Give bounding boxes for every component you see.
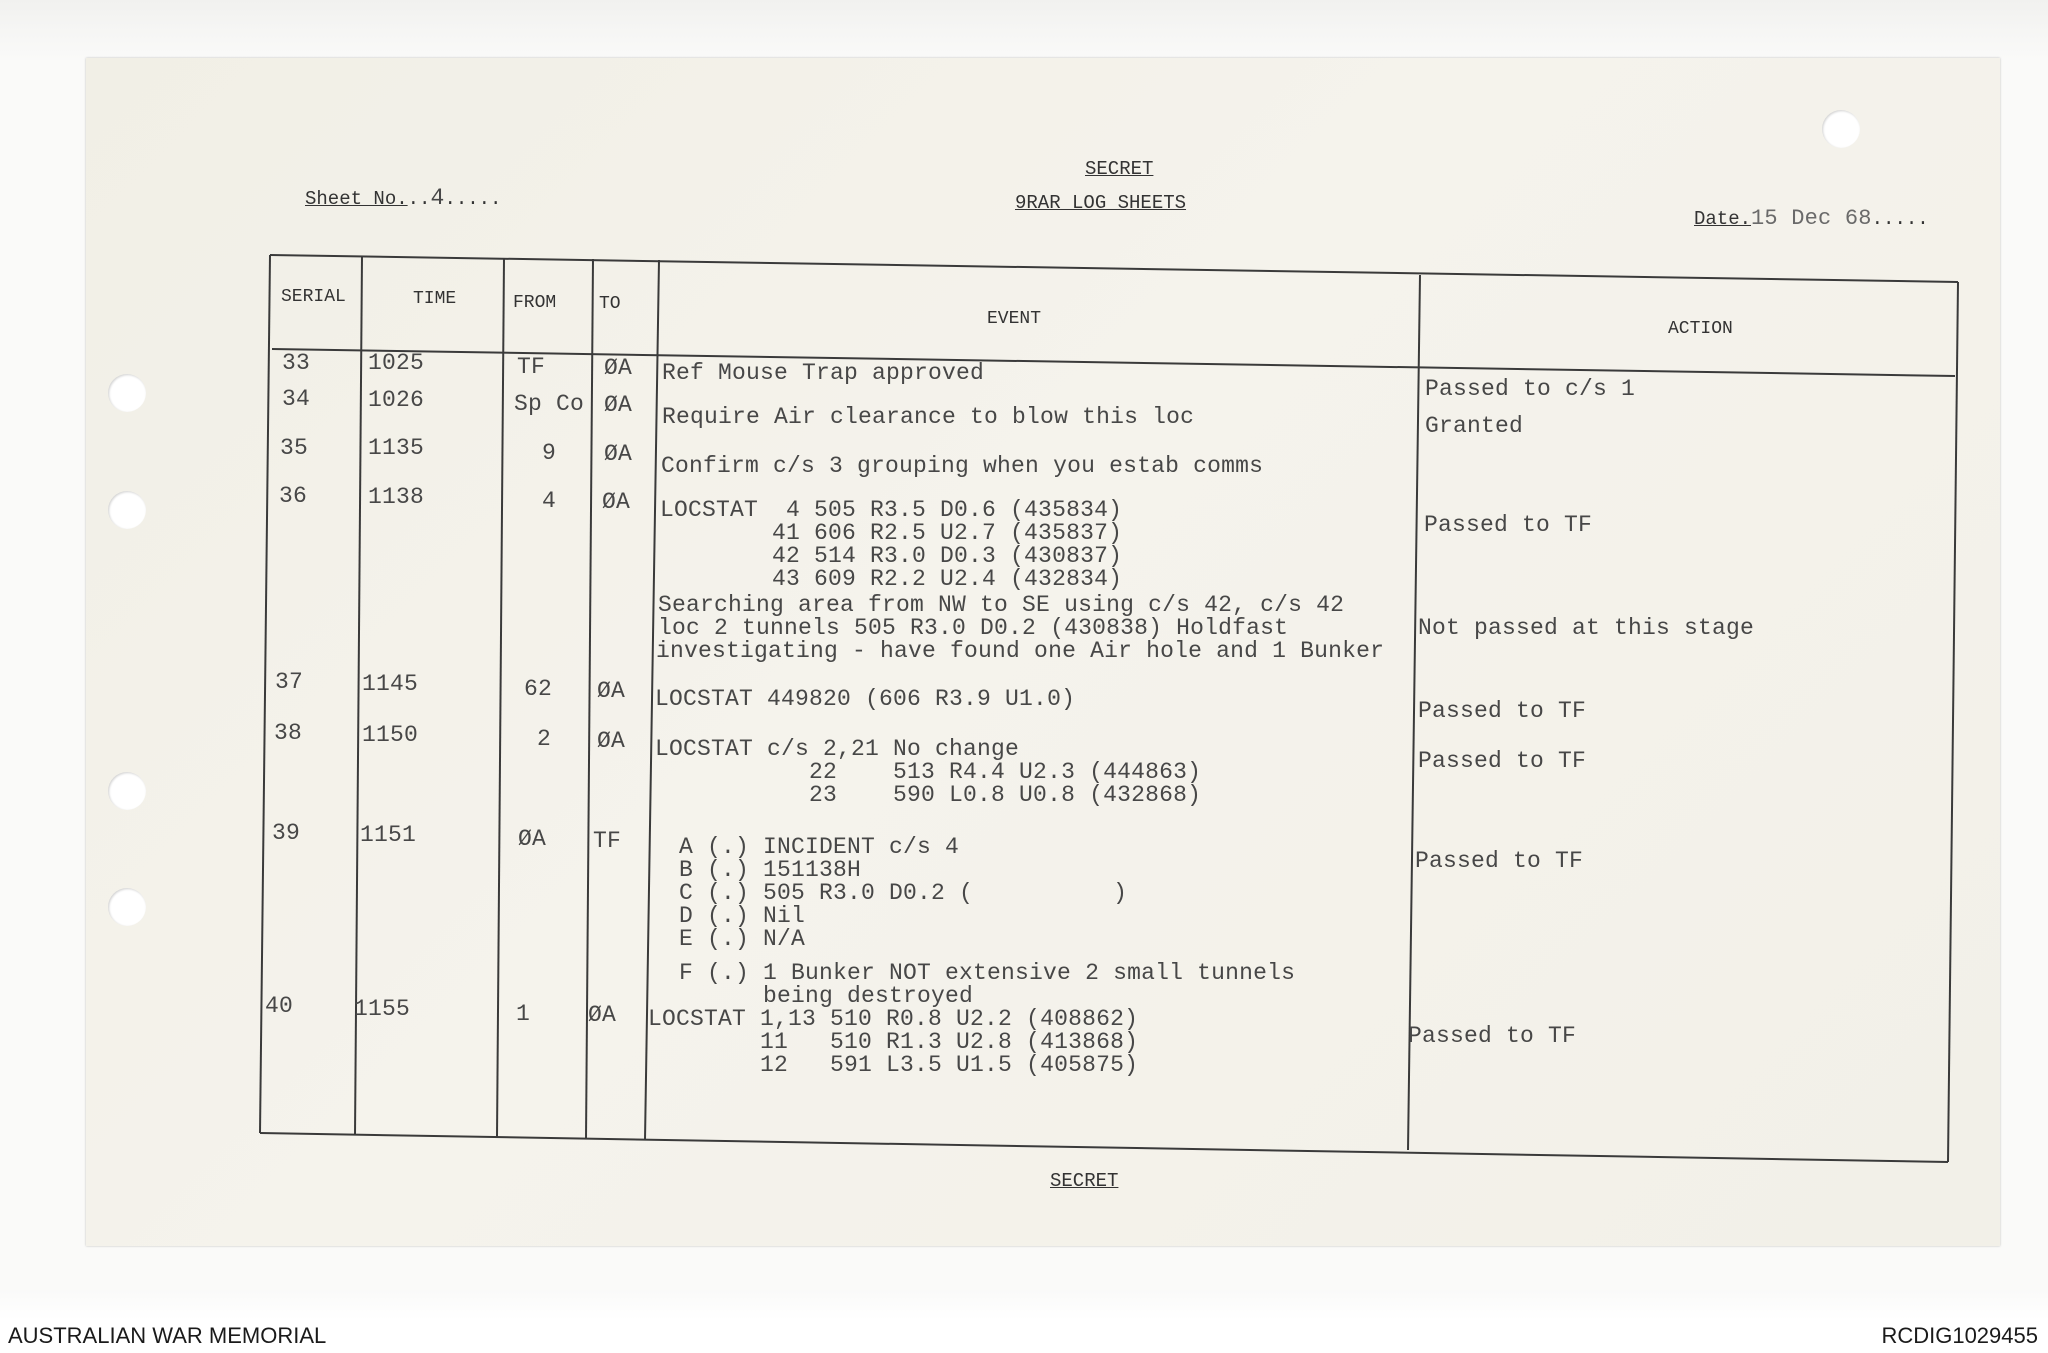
time-cell: 1025: [368, 350, 425, 376]
action-line: Granted: [1425, 413, 1524, 439]
col-head-event: EVENT: [987, 309, 1042, 329]
event-line: being destroyed: [679, 983, 974, 1009]
serial-cell: 37: [275, 669, 304, 695]
event-line: Ref Mouse Trap approved: [662, 360, 985, 386]
to-cell: ØA: [597, 678, 626, 704]
to-cell: TF: [593, 828, 622, 854]
from-cell: 4: [542, 488, 557, 514]
time-cell: 1145: [362, 671, 419, 697]
action-line: Passed to TF: [1418, 748, 1587, 774]
event-line: LOCSTAT c/s 2,21 No change: [655, 736, 1020, 762]
event-line: Confirm c/s 3 grouping when you estab comms: [661, 453, 1264, 479]
event-line: B (.) 151138H: [679, 857, 862, 883]
to-cell: ØA: [597, 728, 626, 754]
time-cell: 1135: [368, 435, 425, 461]
event-line: LOCSTAT 4 505 R3.5 D0.6 (435834): [660, 497, 1123, 523]
event-line: investigating - have found one Air hole and 1 Bunker: [656, 638, 1385, 664]
from-cell: 62: [524, 676, 553, 702]
page-title: 9RAR LOG SHEETS: [1015, 192, 1187, 214]
from-cell: 2: [537, 726, 552, 752]
to-cell: ØA: [604, 355, 633, 381]
event-line: 42 514 R3.0 D0.3 (430837): [660, 543, 1123, 569]
serial-cell: 39: [272, 820, 301, 846]
action-line: Passed to TF: [1424, 512, 1593, 538]
from-cell: TF: [517, 354, 546, 380]
event-line: 22 513 R4.4 U2.3 (444863): [655, 759, 1202, 785]
serial-cell: 38: [274, 720, 303, 746]
event-line: A (.) INCIDENT c/s 4: [679, 834, 960, 860]
serial-cell: 33: [282, 350, 311, 376]
event-line: D (.) Nil: [679, 903, 806, 929]
from-cell: ØA: [518, 826, 547, 852]
action-line: Passed to c/s 1: [1425, 376, 1636, 402]
event-line: Require Air clearance to blow this loc: [662, 404, 1195, 430]
event-line: LOCSTAT 1,13 510 R0.8 U2.2 (408862): [648, 1006, 1139, 1032]
archive-credit: AUSTRALIAN WAR MEMORIAL: [8, 1323, 327, 1348]
action-line: Passed to TF: [1418, 698, 1587, 724]
event-line: loc 2 tunnels 505 R3.0 D0.2 (430838) Holdfast: [658, 615, 1289, 641]
serial-cell: 36: [279, 483, 308, 509]
table-top-border: [270, 255, 1958, 282]
to-cell: ØA: [604, 392, 633, 418]
table-right-border: [1948, 282, 1958, 1162]
to-cell: ØA: [602, 489, 631, 515]
event-line: Searching area from NW to SE using c/s 42, c/s 42: [658, 592, 1345, 618]
classification-top: SECRET: [1085, 158, 1154, 180]
to-cell: ØA: [588, 1002, 617, 1028]
event-line: F (.) 1 Bunker NOT extensive 2 small tunnels: [679, 960, 1296, 986]
event-line: 43 609 R2.2 U2.4 (432834): [660, 566, 1123, 592]
event-line: 11 510 R1.3 U2.8 (413868): [648, 1029, 1139, 1055]
action-line: Passed to TF: [1408, 1023, 1577, 1049]
date-field: Date.15 Dec 68.....: [1694, 206, 1929, 231]
event-line: E (.) N/A: [679, 926, 806, 952]
action-line: Not passed at this stage: [1418, 615, 1755, 641]
event-line: 12 591 L3.5 U1.5 (405875): [648, 1052, 1139, 1078]
time-cell: 1138: [368, 484, 425, 510]
col-head-time: TIME: [413, 289, 457, 309]
table-bottom-border: [260, 1133, 1948, 1162]
event-line: C (.) 505 R3.0 D0.2 ( ): [679, 880, 1128, 906]
time-cell: 1151: [360, 822, 417, 848]
time-cell: 1150: [362, 722, 419, 748]
serial-cell: 35: [280, 435, 309, 461]
catalogue-id: RCDIG1029455: [1881, 1323, 2038, 1348]
from-cell: 1: [516, 1001, 531, 1027]
time-cell: 1155: [354, 996, 411, 1022]
sheet-number: Sheet No...4.....: [305, 185, 502, 211]
col-head-from: FROM: [513, 293, 557, 313]
classification-bottom: SECRET: [1050, 1170, 1119, 1192]
from-cell: 9: [542, 440, 557, 466]
action-line: Passed to TF: [1415, 848, 1584, 874]
event-line: 23 590 L0.8 U0.8 (432868): [655, 782, 1202, 808]
serial-cell: 34: [282, 386, 311, 412]
col-head-action: ACTION: [1668, 319, 1733, 339]
to-cell: ØA: [604, 441, 633, 467]
serial-cell: 40: [265, 993, 294, 1019]
time-cell: 1026: [368, 387, 425, 413]
col-head-to: TO: [599, 294, 621, 314]
col-divider: [497, 258, 504, 1137]
event-line: LOCSTAT 449820 (606 R3.9 U1.0): [655, 686, 1076, 712]
event-line: 41 606 R2.5 U2.7 (435837): [660, 520, 1123, 546]
from-cell: Sp Co: [514, 391, 585, 417]
col-head-serial: SERIAL: [281, 287, 346, 307]
